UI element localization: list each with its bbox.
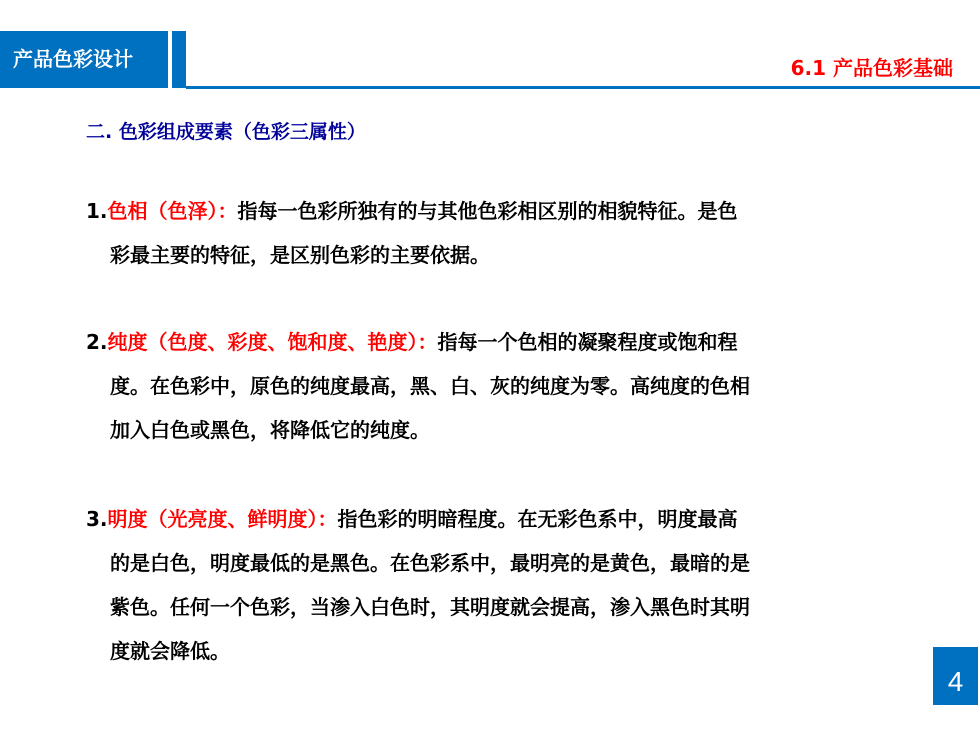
paragraph-line: 彩最主要的特征，是区别色彩的主要依据。 <box>110 243 490 267</box>
paragraph-line: 度。在色彩中，原色的纯度最高，黑、白、灰的纯度为零。高纯度的色相 <box>110 374 750 398</box>
paragraph-line: 紫色。任何一个色彩，当渗入白色时，其明度就会提高，渗入黑色时其明 <box>110 595 750 619</box>
paragraph-saturation <box>86 320 904 452</box>
term-saturation: 纯度（色度、彩度、饱和度、艳度）： <box>107 330 438 354</box>
subheading: 二. 色彩组成要素（色彩三属性） <box>86 121 366 143</box>
definition-text: 指每一个色相的凝聚程度或饱和程 <box>437 330 738 354</box>
item-number: 1. <box>86 199 108 223</box>
header-divider <box>186 86 980 89</box>
item-number: 3. <box>86 507 108 531</box>
title-accent-bar <box>172 31 186 88</box>
term-brightness: 明度（光亮度、鲜明度）： <box>107 507 338 531</box>
section-title: 6.1 产品色彩基础 <box>790 56 953 80</box>
course-title: 产品色彩设计 <box>0 31 168 88</box>
paragraph-line <box>86 189 904 233</box>
paragraph-hue <box>86 189 904 277</box>
item-number: 2. <box>86 330 108 354</box>
page-number: 4 <box>933 647 978 705</box>
paragraph-line: 度就会降低。 <box>110 639 230 663</box>
paragraph-brightness <box>86 497 904 673</box>
definition-text: 指色彩的明暗程度。在无彩色系中，明度最高 <box>337 507 738 531</box>
term-hue: 色相（色泽）： <box>107 199 238 223</box>
paragraph-line: 的是白色，明度最低的是黑色。在色彩系中，最明亮的是黄色，最暗的是 <box>110 551 750 575</box>
paragraph-line <box>86 320 904 364</box>
definition-text: 指每一色彩所独有的与其他色彩相区别的相貌特征。是色 <box>237 199 738 223</box>
paragraph-line <box>86 497 904 541</box>
paragraph-line: 加入白色或黑色，将降低它的纯度。 <box>110 418 430 442</box>
